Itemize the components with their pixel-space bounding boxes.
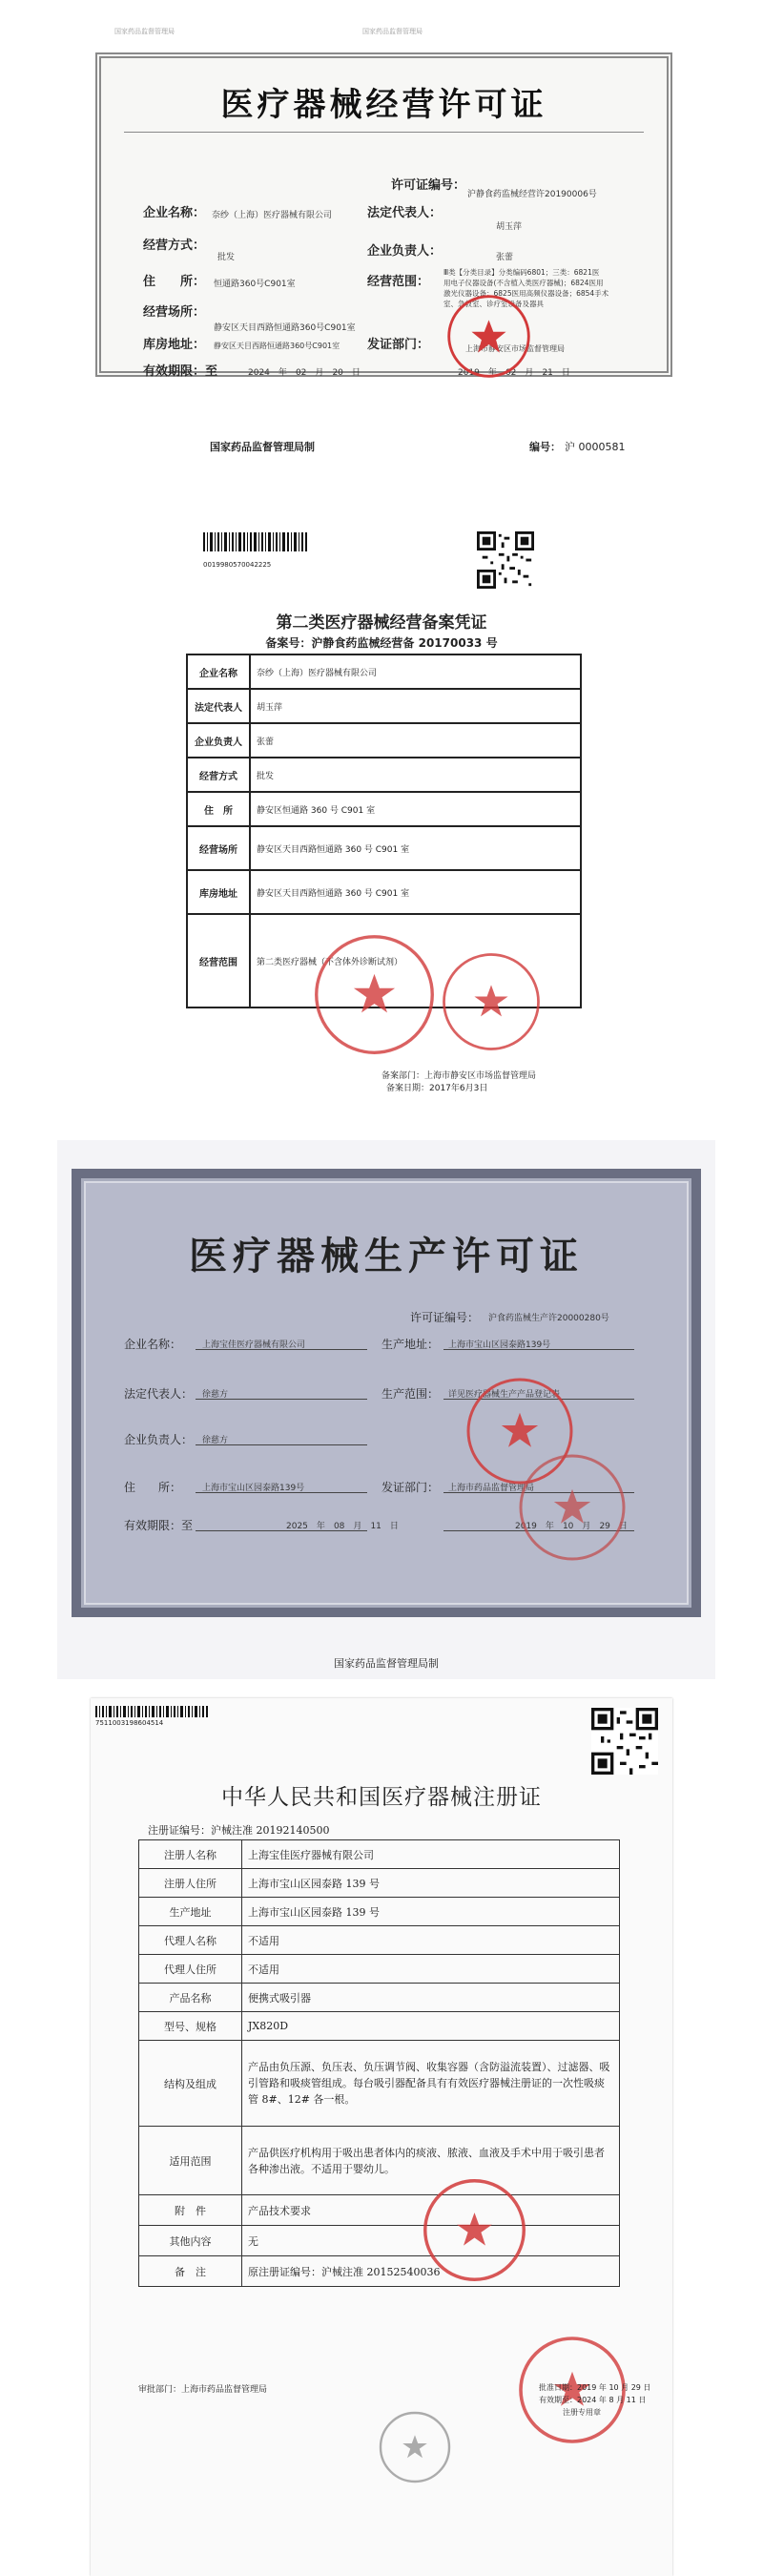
warehouse-value: 静安区天目西路恒通路360号C901室 — [214, 342, 340, 350]
license-title: 医疗器械经营许可证 — [220, 86, 547, 124]
head-label: 企业负责人： — [124, 1433, 194, 1446]
underline — [196, 1349, 367, 1350]
valid-date: 2024 年 02 月 20 日 — [248, 368, 361, 378]
head-label: 企业负责人： — [367, 244, 443, 259]
underline — [196, 1530, 367, 1531]
registration-table — [138, 1839, 620, 2287]
reg-number: 注册证编号：沪械注准 20192140500 — [148, 1824, 330, 1837]
valid-date: 2025 年 08 月 11 日 — [286, 1522, 399, 1531]
table-row: 企业名称 奈纱（上海）医疗器械有限公司 — [187, 654, 581, 689]
qr-code-icon — [477, 531, 534, 589]
table-row: 适用范围 产品供医疗机构用于吸出患者体内的痰液、脓液、血液及手术中用于吸引患者各种渗出液。不适用于婴幼儿。 — [139, 2127, 620, 2195]
dept-label: 发证部门： — [382, 1481, 440, 1494]
table-row: 代理人名称 不适用 — [139, 1926, 620, 1955]
table-row: 库房地址 静安区天目西路恒通路 360 号 C901 室 — [187, 870, 581, 914]
table-row: 产品名称 便携式吸引器 — [139, 1984, 620, 2012]
mode-value: 批发 — [217, 253, 236, 262]
underline — [443, 1349, 634, 1350]
operating-license-doc — [0, 0, 763, 477]
table-row: 注册人住所 上海市宝山区园泰路 139 号 — [139, 1869, 620, 1898]
record-certificate-doc — [0, 496, 763, 1107]
legal-rep-label: 法定代表人： — [367, 206, 443, 220]
legal-rep-label: 法定代表人： — [124, 1387, 194, 1401]
red-seal-stamp — [443, 291, 534, 382]
production-license-doc — [0, 1135, 763, 1689]
dept-value: 上海市静安区市场监督管理局 — [465, 344, 565, 353]
prod-addr-value: 上海市宝山区园泰路139号 — [448, 1340, 551, 1350]
table-row: 企业负责人 张蕾 — [187, 723, 581, 758]
prod-addr-label: 生产地址： — [382, 1338, 440, 1351]
mode-label: 经营方式： — [143, 239, 206, 253]
table-row: 法定代表人 胡玉萍 — [187, 689, 581, 723]
table-row: 备 注 原注册证编号：沪械注准 20152540036 — [139, 2256, 620, 2287]
license-title: 医疗器械生产许可证 — [189, 1234, 584, 1278]
table-row: 生产地址 上海市宝山区园泰路 139 号 — [139, 1898, 620, 1926]
footer-org: 国家药品监督管理局制 — [210, 441, 315, 453]
approve-dept: 审批部门：上海市药品监督管理局 — [138, 2385, 268, 2395]
license-no-value: 沪静食药监械经营许20190006号 — [467, 190, 597, 199]
premises-value: 静安区天目西路恒通路360号C901室 — [214, 323, 356, 333]
warehouse-label: 库房地址： — [143, 338, 206, 352]
address-value: 恒通路360号C901室 — [214, 280, 296, 289]
scope-value: Ⅲ类【分类目录】分类编码6801；三类：6821医 用电子仪器设备(不含植入类医疗器械)；6824医用 激光仪器设备；6825医用高频仪器设备；6854手术 室、急救室、诊疗室设备及器具 — [443, 268, 609, 308]
table-row: 经营范围 第二类医疗器械（不含体外诊断试剂） — [187, 914, 581, 1008]
qr-code-icon — [591, 1708, 658, 1775]
company-value: 奈纱（上海）医疗器械有限公司 — [212, 211, 333, 220]
validity-label: 有效期限：至 — [124, 1519, 194, 1532]
company-label: 企业名称： — [143, 206, 206, 220]
table-row: 住 所 静安区恒通路 360 号 C901 室 — [187, 792, 581, 826]
serial-value: 沪 0000581 — [565, 441, 626, 453]
issue-date: 2019 年 02 月 21 日 — [458, 368, 570, 378]
dept-value: 上海市药品监督管理局 — [448, 1484, 535, 1493]
scope-label: 经营范围： — [367, 275, 430, 289]
record-title: 第二类医疗器械经营备案凭证 — [276, 613, 487, 633]
table-row: 结构及组成 产品由负压源、负压表、负压调节阀、收集容器（含防溢流装置）、过滤器、吸引管路和吸痰管组成。每台吸引器配备具有有效医疗器械注册证的一次性吸痰管 8#、12# 各一根。 — [139, 2041, 620, 2127]
license-no-label: 许可证编号： — [410, 1311, 480, 1324]
address-label: 住 所： — [143, 275, 206, 289]
registration-certificate-doc — [0, 1698, 763, 2576]
license-no-value: 沪食药监械生产许20000280号 — [488, 1314, 609, 1323]
address-value: 上海市宝山区园泰路139号 — [202, 1484, 305, 1493]
barcode-number: 7511003198604514 — [95, 1719, 164, 1727]
issue-date: 2019 年 10 月 29 日 — [515, 1522, 628, 1531]
red-seal-stamp — [420, 2175, 529, 2285]
table-row: 附 件 产品技术要求 — [139, 2195, 620, 2226]
license-footer: 国家药品监督管理局制 — [334, 1657, 439, 1670]
company-value: 上海宝佳医疗器械有限公司 — [202, 1340, 306, 1350]
head-value: 张蕾 — [496, 253, 514, 262]
red-seal-stamp — [439, 949, 544, 1054]
table-row: 代理人住所 不适用 — [139, 1955, 620, 1984]
record-date: 备案日期：2017年6月3日 — [386, 1084, 488, 1093]
top-mark-right: 国家药品监督管理局 — [362, 28, 423, 35]
premises-label: 经营场所： — [143, 305, 206, 320]
red-seal-stamp — [310, 930, 439, 1059]
valid-until: 有效期至：2024 年 8 月 11 日 — [539, 2396, 647, 2404]
barcode-icon — [203, 532, 308, 559]
serial-label: 编号： — [529, 441, 561, 453]
table-row: 型号、规格 JX820D — [139, 2012, 620, 2041]
title-divider — [124, 132, 644, 133]
approve-date: 批准日期：2019 年 10 月 29 日 — [539, 2383, 651, 2392]
underline — [196, 1444, 367, 1445]
address-label: 住 所： — [124, 1481, 182, 1494]
underline — [196, 1492, 367, 1493]
license-no-label: 许可证编号： — [391, 178, 466, 193]
registration-title: 中华人民共和国医疗器械注册证 — [221, 1785, 542, 1810]
legal-rep-value: 徐慈方 — [202, 1390, 229, 1400]
scope-value: 详见医疗器械生产产品登记表 — [448, 1390, 561, 1400]
top-mark-left: 国家药品监督管理局 — [114, 28, 175, 35]
legal-rep-value: 胡玉萍 — [496, 222, 523, 232]
table-row: 经营方式 批发 — [187, 758, 581, 792]
table-row: 注册人名称 上海宝佳医疗器械有限公司 — [139, 1840, 620, 1869]
dept-label: 发证部门： — [367, 338, 430, 352]
table-row: 经营场所 静安区天目西路恒通路 360 号 C901 室 — [187, 826, 581, 870]
record-number: 备案号：沪静食药监械经营备 20170033 号 — [265, 636, 498, 650]
red-seal-stamp — [515, 1450, 629, 1565]
underline — [196, 1399, 367, 1400]
validity-label: 有效期限：至 — [143, 364, 218, 379]
gray-seal-stamp — [377, 2409, 453, 2485]
barcode-icon — [95, 1706, 210, 1717]
company-label: 企业名称： — [124, 1338, 182, 1351]
table-row: 其他内容 无 — [139, 2226, 620, 2256]
record-dept: 备案部门：上海市静安区市场监督管理局 — [382, 1071, 537, 1081]
stamp-text: 注册专用章 — [563, 2408, 601, 2417]
head-value: 徐慈方 — [202, 1436, 229, 1445]
scope-label: 生产范围： — [382, 1387, 440, 1401]
barcode-number: 0019980570042225 — [203, 561, 272, 569]
